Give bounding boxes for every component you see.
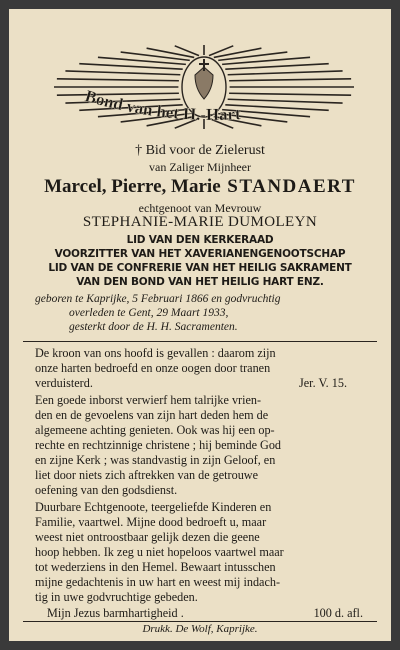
- spouse-name: STEPHANIE-MARIE DUMOLEYN: [82, 214, 318, 230]
- para1-line-2: onze harten bedroefd en onze oogen door tranen: [35, 361, 271, 375]
- para1-line-1: De kroon van ons hoofd is gevallen : daarom zijn: [35, 346, 276, 360]
- title-line-1: LID VAN DEN KERKERAAD: [126, 234, 274, 246]
- van-zaliger: van Zaliger Mijnheer: [149, 160, 251, 174]
- para1-line-3: [35, 376, 367, 391]
- ray: [225, 64, 328, 70]
- title-line-4: VAN DEN BOND VAN HET HEILIG HART ENZ.: [76, 276, 324, 288]
- para3-line-4: hoop hebben. Ik zeg u niet hopeloos vaartwel maar: [35, 545, 284, 559]
- para3-line-2: Familie, vaartwel. Mijne dood bedroeft u, maar: [35, 515, 267, 529]
- para3-line-5: tot wederziens in den Hemel. Bewaart intusschen: [35, 560, 276, 574]
- para2-line-7: oefening van den godsdienst.: [35, 483, 178, 497]
- ray: [228, 99, 343, 103]
- closing-line: [35, 606, 367, 621]
- closing-prayer: Mijn Jezus barmhartigheid .: [47, 606, 184, 620]
- bio-line-2: overleden te Gent, 29 Maart 1933,: [69, 307, 229, 319]
- indulgence: 100 d. afl.: [313, 606, 363, 620]
- ray: [228, 71, 343, 75]
- title-line-3: LID VAN DE CONFRERIE VAN HET HEILIG SAKRAMENT: [48, 262, 352, 274]
- ray: [79, 64, 182, 70]
- sacred-heart-emblem: [39, 37, 369, 137]
- ray: [229, 79, 351, 81]
- bio-line-1: geboren te Kaprijke, 5 Februari 1866 en godvruchtig: [35, 293, 281, 305]
- footer-divider: [23, 621, 377, 622]
- bio-line-3: gesterkt door de H. H. Sacramenten.: [69, 321, 238, 333]
- para2-line-5: en zijne Kerk ; was standvastig in zijn Geloof, en: [35, 453, 276, 467]
- ray: [65, 71, 180, 75]
- printer-credit: Drukk. De Wolf, Kaprijke.: [142, 623, 258, 635]
- para3-line-6: mijne gedachtenis in uw hart en weest mij indach-: [35, 575, 281, 589]
- para1-last: verduisterd.: [35, 376, 93, 390]
- ray: [121, 52, 190, 60]
- name-last: STANDAERT: [227, 176, 356, 197]
- prayer-line: † Bid voor de Zielerust: [135, 143, 265, 158]
- title-line-2: VOORZITTER VAN HET XAVERIANENGENOOTSCHAP: [54, 248, 346, 260]
- para2-line-6: liet door niets zich aftrekken van de getrouwe: [35, 468, 259, 482]
- para3-line-1: Duurbare Echtgenoote, teergeliefde Kinderen en: [35, 500, 272, 514]
- name-first: Marcel, Pierre, Marie: [44, 176, 221, 197]
- para3-line-7: tig in uwe godvruchtige gebeden.: [35, 590, 198, 604]
- para2-line-1: Een goede inborst verwierf hem talrijke vrien-: [35, 393, 262, 407]
- ray: [225, 105, 328, 111]
- deceased-name: [9, 175, 391, 198]
- emblem-text: Bond van het H.-Hart: [82, 86, 242, 125]
- memorial-card: [9, 9, 391, 641]
- divider: [23, 341, 377, 342]
- spouse-intro: echtgenoot van Mevrouw: [138, 201, 262, 215]
- para2-line-4: rechte en rechtzinnige christene ; hij beminde God: [35, 438, 282, 452]
- ray: [229, 93, 351, 95]
- scripture-ref: Jer. V. 15.: [299, 376, 347, 390]
- para2-line-2: den en de gevoelens van zijn hart deden hem de: [35, 408, 269, 422]
- ray: [57, 79, 179, 81]
- para2-line-3: algemeene achting genieten. Ook was hij een op-: [35, 423, 275, 437]
- ray: [218, 52, 287, 60]
- para3-line-3: weest niet ontroostbaar gelijk dezen die geene: [35, 530, 260, 544]
